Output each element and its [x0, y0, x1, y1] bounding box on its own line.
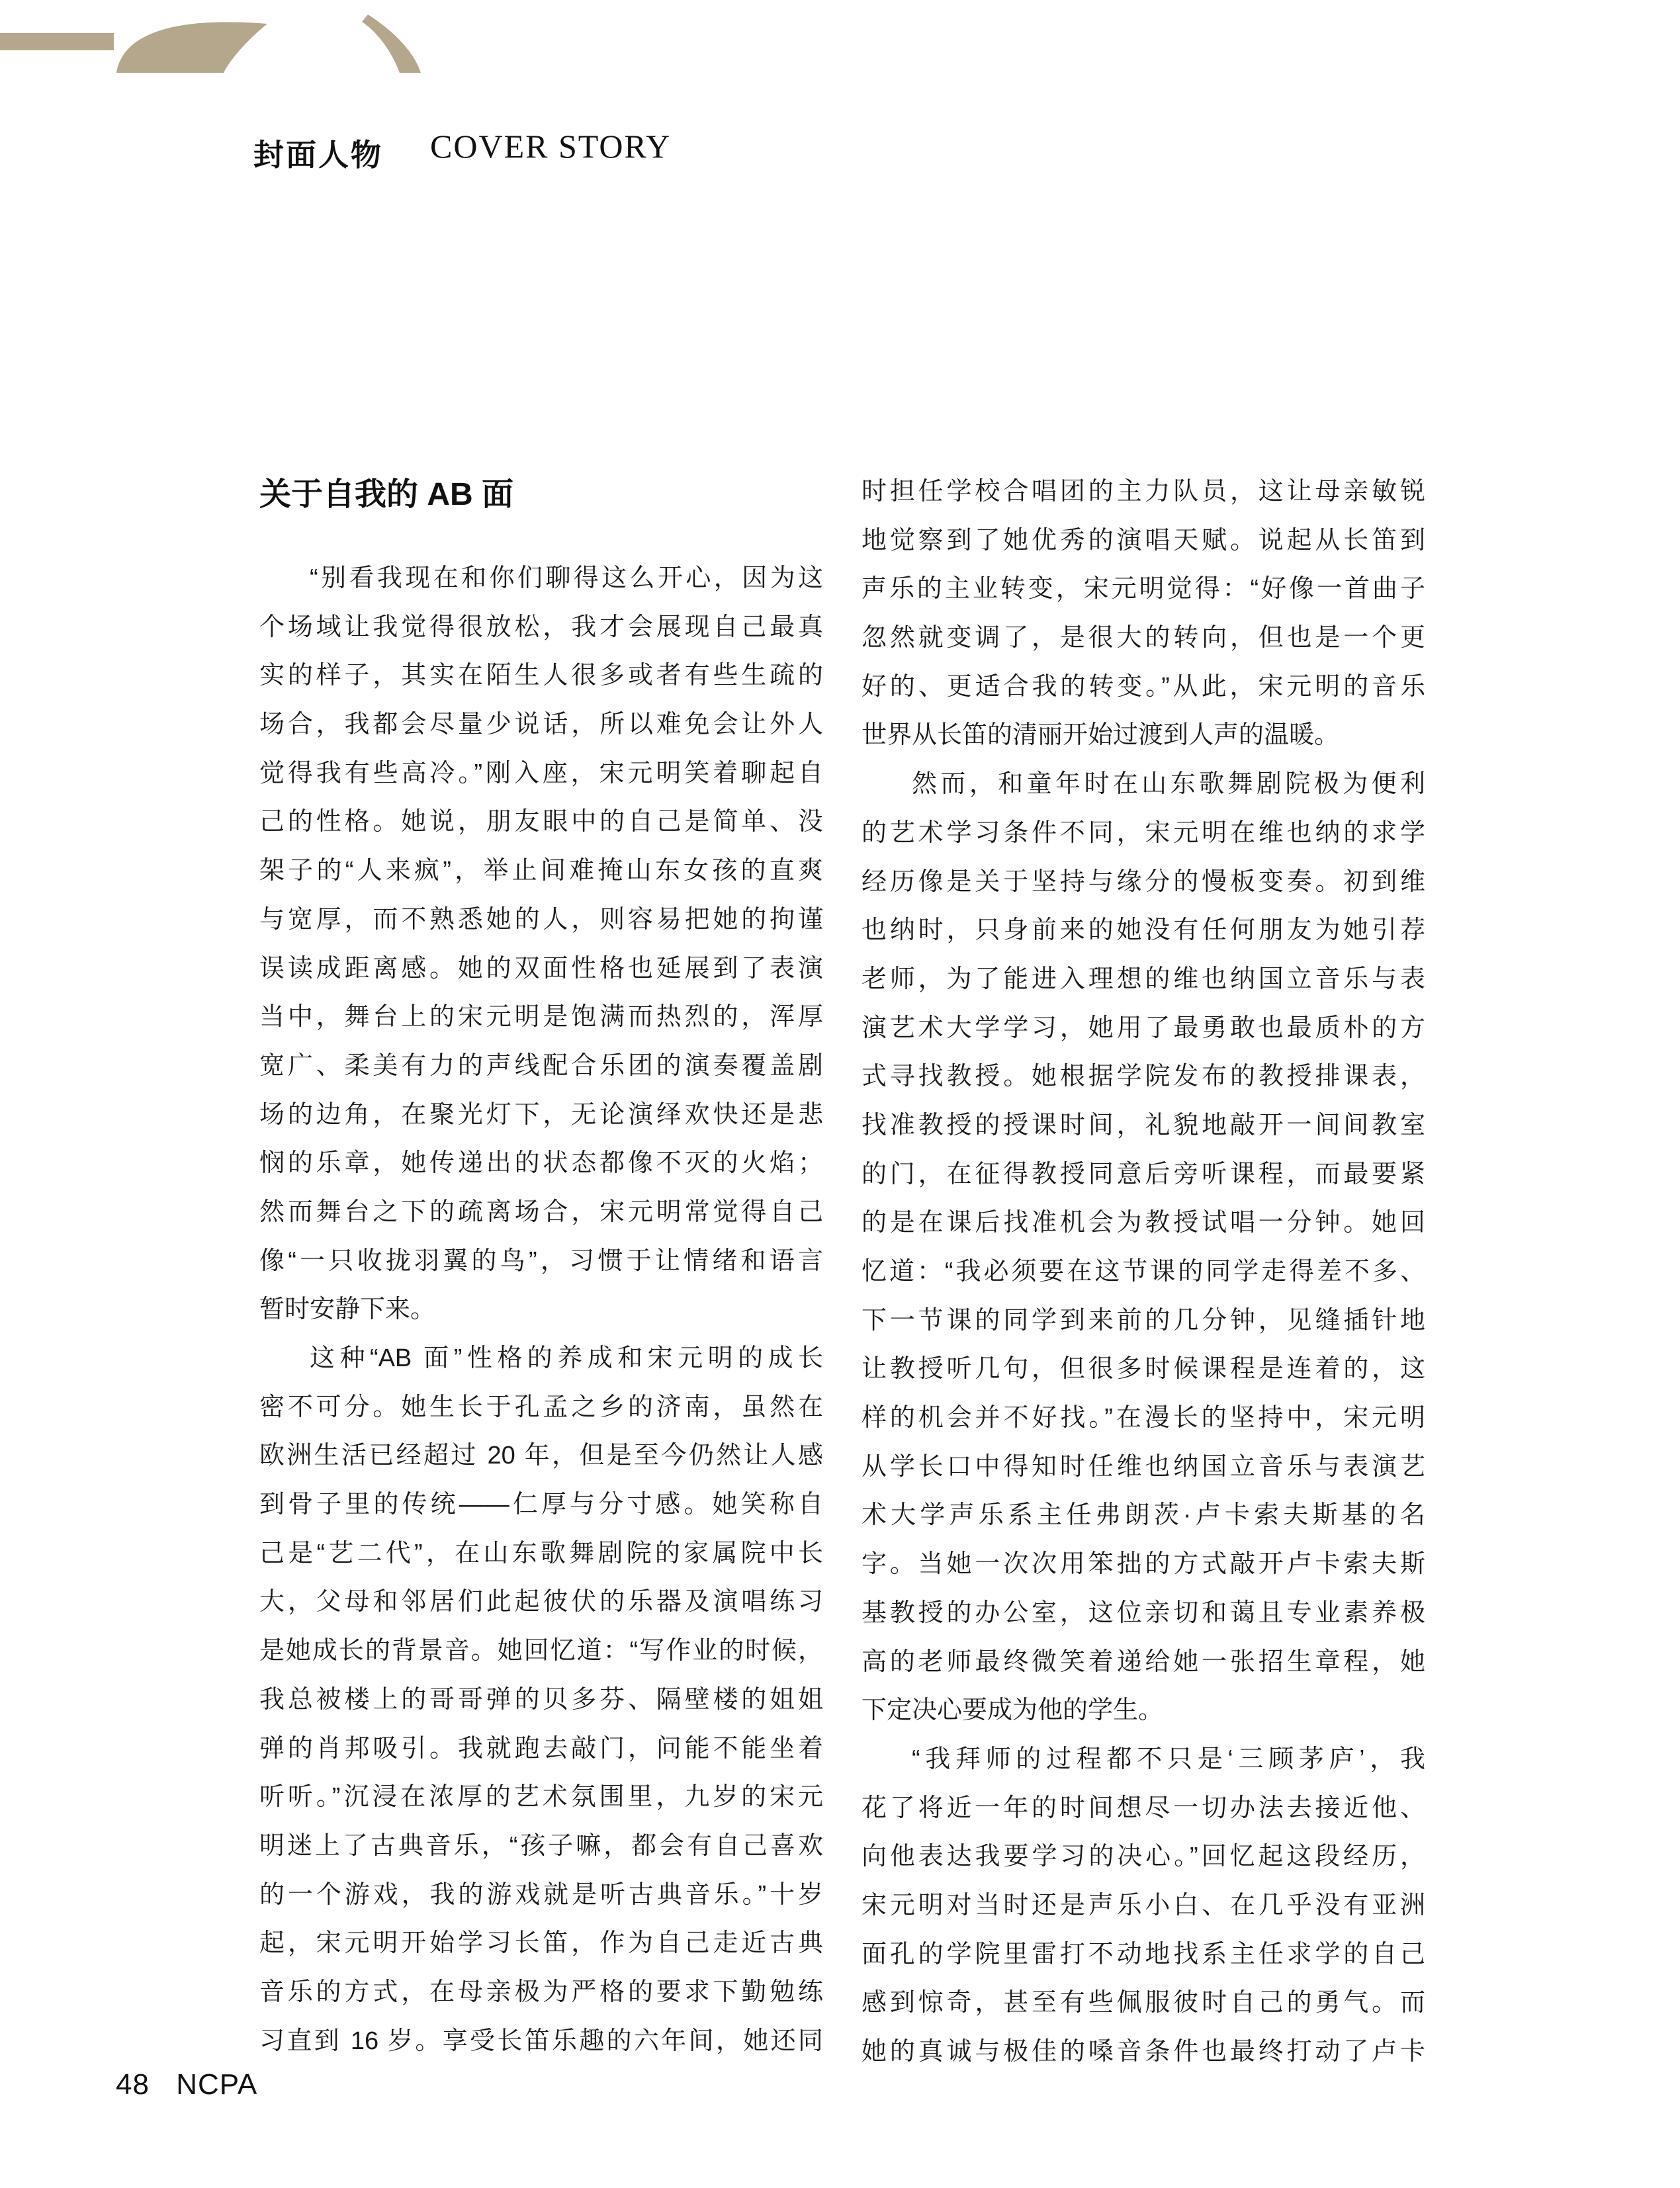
section-title-en: COVER STORY	[430, 128, 672, 165]
text-line: 暂时安静下来。	[259, 1295, 436, 1324]
text-line: 实的样子，其实在陌生人很多或者有些生疏的	[259, 662, 823, 690]
text-line: 悯的乐章，她传递出的状态都像不灭的火焰；	[259, 1149, 823, 1178]
text-line: 场的边角，在聚光灯下，无论演绎欢快还是悲	[259, 1100, 823, 1129]
text-line: 经历像是关于坚持与缘分的慢板变奏。初到维	[862, 867, 1425, 896]
text-line: “我拜师的过程都不只是‘三顾茅庐’，我	[912, 1745, 1425, 1773]
article-column-right	[862, 468, 1425, 2077]
text-line: 好的、更适合我的转变。”从此，宋元明的音乐	[862, 672, 1425, 701]
article-column-left	[259, 554, 823, 2066]
text-line: 老师，为了能进入理想的维也纳国立音乐与表	[862, 965, 1425, 993]
text-line: 误读成距离感。她的双面性格也延展到了表演	[259, 954, 823, 983]
text-line: 音乐的方式，在母亲极为严格的要求下勤勉练	[259, 1978, 823, 2006]
text-line: 找准教授的授课时间，礼貌地敲开一间间教室	[862, 1111, 1425, 1139]
text-line: 时担任学校合唱团的主力队员，这让母亲敏锐	[862, 478, 1425, 505]
section-title-cn: 封面人物	[253, 138, 383, 172]
text-line: 基教授的办公室，这位亲切和蔼且专业素养极	[862, 1598, 1425, 1627]
text-line: 地觉察到了她优秀的演唱天赋。说起从长笛到	[862, 526, 1425, 554]
article-heading: 关于自我的 AB 面	[259, 477, 514, 512]
text-line: 声乐的主业转变，宋元明觉得：“好像一首曲子	[862, 575, 1425, 603]
text-line: 的一个游戏，我的游戏就是听古典音乐。”十岁	[259, 1880, 823, 1909]
text-line: 密不可分。她生长于孔孟之乡的济南，虽然在	[259, 1393, 823, 1421]
page-folio	[116, 2068, 257, 2101]
text-line: 面孔的学院里雷打不动地找系主任求学的自己	[862, 1940, 1425, 1968]
text-line: 花了将近一年的时间想尽一切办法去接近他、	[862, 1794, 1425, 1822]
text-line: 感到惊奇，甚至有些佩服彼时自己的勇气。而	[862, 1989, 1425, 2017]
text-line: 明迷上了古典音乐，“孩子嘛，都会有自己喜欢	[259, 1831, 823, 1860]
text-line: 大，父母和邻居们此起彼伏的乐器及演唱练习	[259, 1588, 823, 1616]
page-number: 48	[116, 2068, 150, 2101]
text-line: 个场域让我觉得很放松，我才会展现自己最真	[259, 613, 823, 641]
text-line: “别看我现在和你们聊得这么开心，因为这	[310, 564, 823, 592]
text-line: 弹的肖邦吸引。我就跑去敲门，问能不能坐着	[259, 1734, 823, 1763]
text-line: 样的机会并不好找。”在漫长的坚持中，宋元明	[862, 1404, 1425, 1432]
text-line: 我总被楼上的哥哥弹的贝多芬、隔壁楼的姐姐	[259, 1685, 823, 1714]
text-line: 让教授听几句，但很多时候课程是连着的，这	[862, 1355, 1425, 1383]
text-line: 是她成长的背景音。她回忆道：“写作业的时候，	[259, 1637, 823, 1665]
text-line: 然而舞台之下的疏离场合，宋元明常觉得自己	[259, 1198, 823, 1226]
text-line: 式寻找教授。她根据学院发布的教授排课表，	[862, 1063, 1425, 1091]
text-line: 下一节课的同学到来前的几分钟，见缝插针地	[862, 1306, 1425, 1335]
text-line: 欧洲生活已经超过 20 年，但是至今仍然让人感	[259, 1442, 823, 1470]
text-line: 觉得我有些高冷。”刚入座，宋元明笑着聊起自	[259, 759, 823, 787]
text-line: 的门，在征得教授同意后旁听课程，而最要紧	[862, 1160, 1425, 1188]
text-line: 的艺术学习条件不同，宋元明在维也纳的求学	[862, 818, 1425, 847]
text-line: 宋元明对当时还是声乐小白、在几乎没有亚洲	[862, 1891, 1425, 1919]
text-line: 从学长口中得知时任维也纳国立音乐与表演艺	[862, 1452, 1425, 1481]
text-line: 像“一只收拢羽翼的鸟”，习惯于让情绪和语言	[259, 1247, 823, 1275]
text-line: 下定决心要成为他的学生。	[862, 1696, 1164, 1725]
swoosh-ornament-icon	[362, 15, 421, 73]
text-line: 起，宋元明开始学习长笛，作为自己走近古典	[259, 1929, 823, 1958]
text-line: 听听。”沉浸在浓厚的艺术氛围里，九岁的宋元	[259, 1783, 823, 1812]
text-line: 当中，舞台上的宋元明是饱满而热烈的，浑厚	[259, 1003, 823, 1031]
text-line: 己是“艺二代”，在山东歌舞剧院的家属院中长	[259, 1539, 823, 1567]
text-line: 宽广、柔美有力的声线配合乐团的演奏覆盖剧	[259, 1051, 823, 1080]
text-line: 也纳时，只身前来的她没有任何朋友为她引荐	[862, 916, 1425, 945]
text-line: 高的老师最终微笑着递给她一张招生章程，她	[862, 1647, 1425, 1676]
text-line: 场合，我都会尽量少说话，所以难免会让外人	[259, 711, 823, 739]
text-line: 她的真诚与极佳的嗓音条件也最终打动了卢卡	[862, 2038, 1425, 2066]
leaf-ornament-icon	[116, 22, 267, 73]
text-line: 然而，和童年时在山东歌舞剧院极为便利	[912, 770, 1425, 799]
text-line: 到骨子里的传统——仁厚与分寸感。她笑称自	[259, 1491, 823, 1519]
journal-name: NCPA	[176, 2068, 258, 2101]
text-line: 忆道：“我必须要在这节课的同学走得差不多、	[862, 1258, 1425, 1286]
text-line: 习直到 16 岁。享受长笛乐趣的六年间，她还同	[259, 2027, 823, 2055]
text-line: 与宽厚，而不熟悉她的人，则容易把她的拘谨	[259, 905, 823, 934]
text-line: 字。当她一次次用笨拙的方式敲开卢卡索夫斯	[862, 1550, 1425, 1579]
header-ornament	[0, 0, 662, 93]
text-line: 这种“AB 面”性格的养成和宋元明的成长	[310, 1344, 823, 1372]
text-line: 世界从长笛的清丽开始过渡到人声的温暖。	[862, 721, 1340, 750]
text-line: 演艺术大学学习，她用了最勇敢也最质朴的方	[862, 1014, 1425, 1042]
text-line: 己的性格。她说，朋友眼中的自己是简单、没	[259, 808, 823, 836]
header-accent-bar	[0, 33, 114, 50]
text-line: 向他表达我要学习的决心。”回忆起这段经历，	[862, 1843, 1425, 1871]
text-line: 术大学声乐系主任弗朗茨·卢卡索夫斯基的名	[862, 1501, 1425, 1530]
text-line: 忽然就变调了，是很大的转向，但也是一个更	[862, 624, 1425, 652]
text-line: 的是在课后找准机会为教授试唱一分钟。她回	[862, 1209, 1425, 1237]
page-header	[0, 0, 1680, 198]
text-line: 架子的“人来疯”，举止间难掩山东女孩的直爽	[259, 857, 823, 885]
